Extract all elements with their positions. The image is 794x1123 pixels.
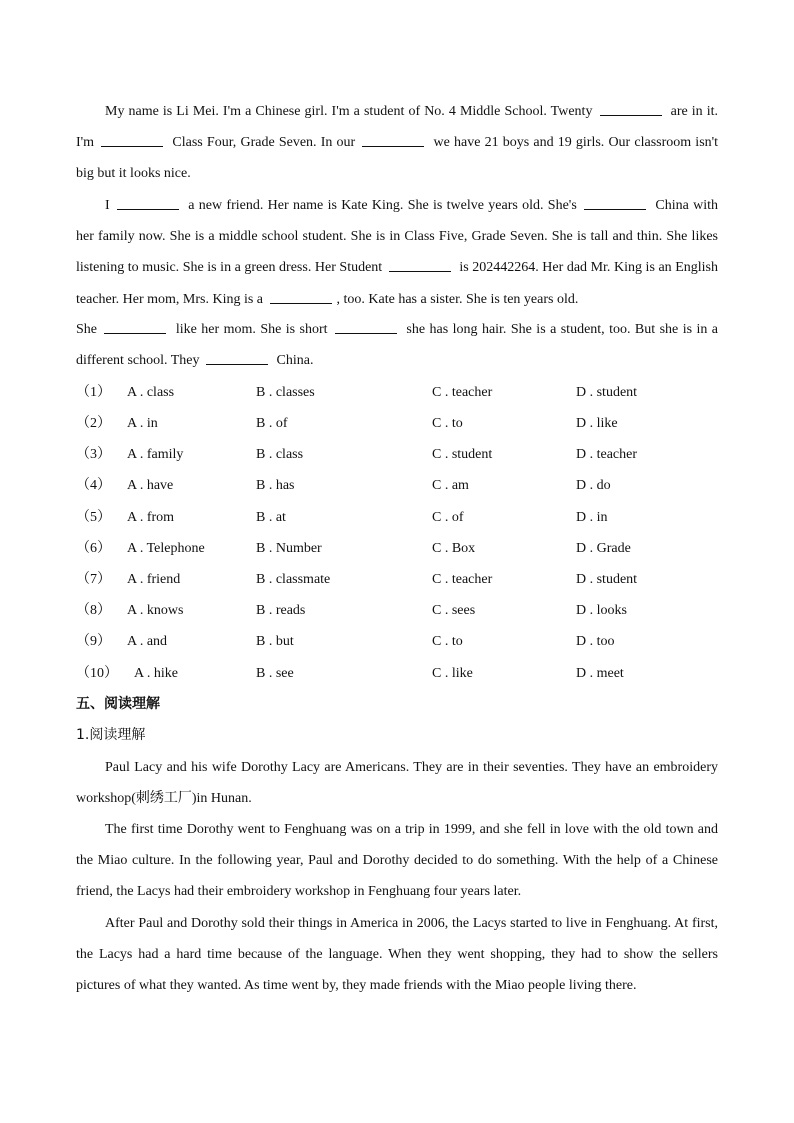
option-b[interactable]: B . classmate	[256, 572, 331, 587]
option-a[interactable]: A . and	[127, 634, 168, 649]
option-d[interactable]: D . meet	[576, 666, 624, 681]
option-d[interactable]: D . looks	[576, 603, 627, 618]
question-number: （9）	[76, 634, 111, 649]
option-d[interactable]: D . too	[576, 634, 615, 649]
cloze-text: , too. Kate has a sister. She is ten years old.	[336, 291, 579, 307]
blank-3[interactable]	[362, 133, 424, 147]
question-number: （1）	[76, 385, 111, 400]
blank-1[interactable]	[600, 102, 662, 116]
cloze-text: China.	[276, 353, 314, 369]
option-b[interactable]: B . at	[256, 510, 286, 525]
question-number: （6）	[76, 541, 111, 556]
option-row	[76, 564, 736, 595]
reading-paragraph-1: Paul Lacy and his wife Dorothy Lacy are Americans. They are in their seventies. They have an embroidery workshop(刺绣工厂)in Hunan.	[76, 760, 718, 807]
option-b[interactable]: B . Number	[256, 541, 322, 556]
option-d[interactable]: D . student	[576, 385, 638, 400]
option-d[interactable]: D . student	[576, 572, 638, 587]
option-d[interactable]: D . teacher	[576, 447, 638, 462]
cloze-text: is 202442264. Her dad Mr. King is an English teacher. Her mom, Mrs. King is a	[76, 260, 718, 307]
option-c[interactable]: C . teacher	[432, 385, 493, 400]
cloze-text: Class Four, Grade Seven. In our	[172, 135, 356, 151]
blank-8[interactable]	[104, 320, 166, 334]
cloze-text: a new friend. Her name is Kate King. She is twelve years old. She's	[188, 198, 577, 213]
option-b[interactable]: B . but	[256, 634, 294, 649]
blank-7[interactable]	[270, 290, 332, 304]
option-row	[76, 533, 736, 564]
section-heading: 五、阅读理解	[76, 696, 160, 712]
option-b[interactable]: B . classes	[256, 385, 315, 400]
section-subheading: 1.阅读理解	[76, 727, 146, 743]
question-number: （2）	[76, 416, 111, 431]
blank-10[interactable]	[206, 351, 268, 365]
blank-4[interactable]	[117, 196, 179, 210]
reading-paragraph-2: The first time Dorothy went to Fenghuang was on a trip in 1999, and she fell in love with the old town and the Miao culture. In the following year, Paul and Dorothy decided to do something. With the help of a Chinese friend, the Lacys had their embroidery workshop in Fenghuang four years later.	[76, 822, 718, 900]
option-d[interactable]: D . in	[576, 510, 608, 525]
option-row	[76, 470, 736, 501]
blank-5[interactable]	[584, 196, 646, 210]
option-row	[76, 408, 736, 439]
option-row	[76, 595, 736, 626]
reading-paragraph-3: After Paul and Dorothy sold their things in America in 2006, the Lacys started to live in Fenghuang. At first, the Lacys had a hard time because of the language. When they went shopping, they had to show the sellers pictures of what they wanted. As time went by, they made friends with the Miao people living there.	[76, 916, 718, 994]
question-number: （4）	[76, 478, 111, 493]
question-number: （5）	[76, 510, 111, 525]
blank-6[interactable]	[389, 258, 451, 272]
option-d[interactable]: D . do	[576, 478, 611, 493]
cloze-paragraph-3	[76, 314, 718, 376]
option-c[interactable]: C . teacher	[432, 572, 493, 587]
option-a[interactable]: A . from	[127, 510, 175, 525]
option-a[interactable]: A . class	[127, 385, 175, 400]
option-c[interactable]: C . sees	[432, 603, 476, 618]
option-b[interactable]: B . see	[256, 666, 294, 681]
option-d[interactable]: D . like	[576, 416, 618, 431]
option-row	[76, 626, 736, 657]
cloze-paragraph-1	[76, 96, 718, 190]
option-a[interactable]: A . Telephone	[127, 541, 205, 556]
cloze-text: China with her family now. She is a middle school student. She is in Class Five, Grade Seven. She is tall and thin. She likes listening to music. She is in a green dress. Her Student	[76, 198, 719, 276]
option-row	[76, 377, 736, 408]
blank-9[interactable]	[335, 320, 397, 334]
option-a[interactable]: A . knows	[127, 603, 184, 618]
option-c[interactable]: C . am	[432, 478, 469, 493]
option-d[interactable]: D . Grade	[576, 541, 631, 556]
option-a[interactable]: A . in	[127, 416, 158, 431]
cloze-text: like her mom. She is short	[175, 322, 328, 337]
cloze-paragraph-2	[76, 190, 718, 315]
option-b[interactable]: B . of	[256, 416, 288, 431]
option-c[interactable]: C . of	[432, 510, 464, 525]
option-a[interactable]: A . have	[127, 478, 174, 493]
question-number: （8）	[76, 603, 111, 618]
cloze-text: we have 21 boys and 19 girls. Our classroom isn't big but it looks nice.	[76, 135, 719, 182]
option-row	[76, 439, 736, 470]
blank-2[interactable]	[101, 133, 163, 147]
option-a[interactable]: A . friend	[127, 572, 181, 587]
option-a[interactable]: A . hike	[134, 666, 178, 681]
option-c[interactable]: C . to	[432, 634, 463, 649]
question-number: （7）	[76, 572, 111, 587]
question-number: （3）	[76, 447, 111, 462]
option-c[interactable]: C . like	[432, 666, 473, 681]
cloze-text: I	[105, 198, 110, 213]
option-c[interactable]: C . Box	[432, 541, 476, 556]
cloze-text: are in it. I'm	[76, 104, 719, 151]
question-number: （10）	[76, 666, 118, 681]
option-a[interactable]: A . family	[127, 447, 184, 462]
cloze-text: she has long hair. She is a student, too. But she is in a different school. They	[76, 322, 719, 369]
cloze-text: She	[76, 322, 97, 337]
option-row	[76, 502, 736, 533]
option-b[interactable]: B . reads	[256, 603, 306, 618]
option-c[interactable]: C . to	[432, 416, 463, 431]
option-row	[76, 658, 736, 689]
option-b[interactable]: B . class	[256, 447, 304, 462]
option-c[interactable]: C . student	[432, 447, 493, 462]
cloze-text: My name is Li Mei. I'm a Chinese girl. I'm a student of No. 4 Middle School. Twenty	[105, 104, 593, 119]
option-b[interactable]: B . has	[256, 478, 295, 493]
